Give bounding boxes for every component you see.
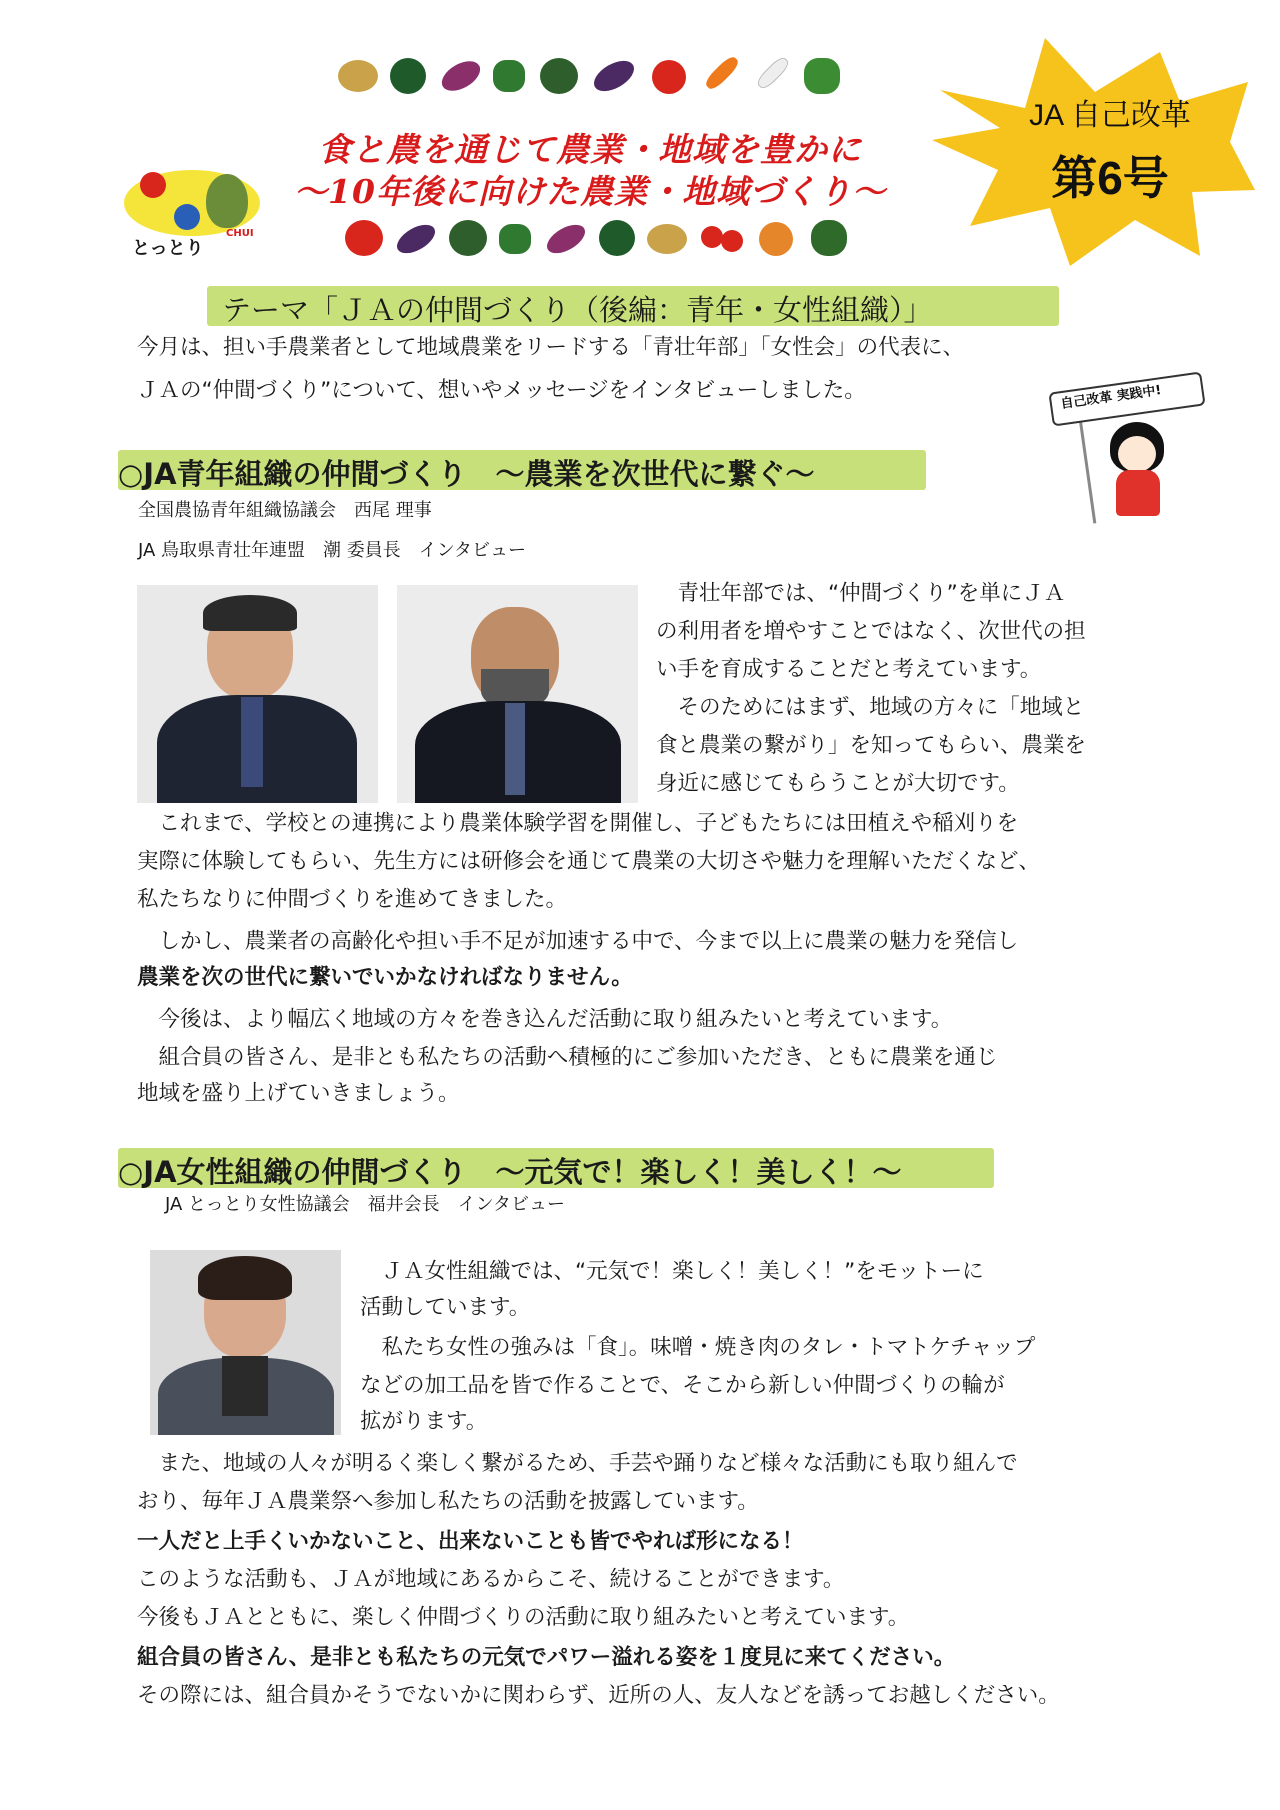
eggplant-icon <box>589 55 639 98</box>
tomato-icon <box>652 60 686 94</box>
youth-side-line-2: の利用者を増やすことではなく、次世代の担 <box>656 619 1086 644</box>
mascot-girl <box>1040 374 1210 524</box>
pepper-icon <box>499 224 531 254</box>
women-side-line-2: 活動しています。 <box>360 1295 531 1320</box>
page-title-line1: 食と農を通じて農業・地域を豊かに <box>318 130 862 169</box>
watermelon-icon <box>390 58 426 94</box>
youth-body-line-6: 今後は、より幅広く地域の方々を巻き込んだ活動に取り組みたいと考えています。 <box>137 1007 953 1032</box>
youth-body-line-1: これまで、学校との連携により農業体験学習を開催し、子どもたちには田植えや稲刈りを <box>137 811 1019 836</box>
women-body-line-1: また、地域の人々が明るく楽しく繋がるため、手芸や踊りなど様々な活動にも取り組んで <box>137 1451 1018 1476</box>
pepper-icon <box>493 60 525 92</box>
youth-body-line-8: 地域を盛り上げていきましょう。 <box>137 1081 460 1106</box>
youth-byline-2: JA 鳥取県青壮年連盟 潮 委員長 インタビュー <box>138 540 527 561</box>
badge-issue-number: 第6号 <box>1051 152 1169 204</box>
youth-body-line-5: 農業を次の世代に繋いでいかなければなりません。 <box>137 965 633 990</box>
badge-label: JA 自己改革 <box>1029 99 1191 132</box>
youth-body-line-4: しかし、農業者の高齢化や担い手不足が加速する中で、今まで以上に農業の魅力を発信し <box>137 929 1019 954</box>
women-body-line-3: 一人だと上手くいかないこと、出来ないことも皆でやれば形になる！ <box>137 1529 804 1554</box>
youth-body-line-2: 実際に体験してもらい、先生方には研修会を通じて農業の大切さや魅力を理解いただくなど、 <box>137 849 1041 874</box>
intro-line-1: 今月は、担い手農業者として地域農業をリードする「青壮年部」「女性会」の代表に、 <box>137 335 965 360</box>
potato-icon <box>338 60 378 92</box>
sweet-potato-icon <box>437 55 485 97</box>
mascot-flag-text: 自己改革 実践中! <box>1059 382 1163 412</box>
women-body-line-4: このような活動も、ＪＡが地域にあるからこそ、続けることができます。 <box>137 1567 845 1592</box>
youth-side-line-1: 青壮年部では、“仲間づくり”を単にＪＡ <box>656 581 1066 606</box>
logo-red-dot-icon <box>140 172 166 198</box>
eggplant-icon <box>392 219 439 259</box>
theme-heading: テーマ「ＪＡの仲間づくり（後編：青年・女性組織）」 <box>222 293 933 327</box>
youth-heading: ○JA青年組織の仲間づくり ～農業を次世代に繋ぐ～ <box>118 457 815 491</box>
women-body-line-7: その際には、組合員かそうでないかに関わらず、近所の人、友人などを誘ってお越しください。 <box>137 1683 1060 1708</box>
women-body-line-2: おり、毎年ＪＡ農業祭へ参加し私たちの活動を披露しています。 <box>137 1489 759 1514</box>
watermelon-icon <box>599 220 635 256</box>
mascot-face <box>1118 436 1156 472</box>
logo-pear-icon <box>206 174 248 228</box>
women-side-line-5: 拡がります。 <box>360 1409 488 1434</box>
photo-nishio-director <box>137 585 378 803</box>
logo-text: とっとり <box>132 238 204 259</box>
youth-body-line-7: 組合員の皆さん、是非とも私たちの活動へ積極的にご参加いただき、ともに農業を通じ <box>137 1045 998 1070</box>
carrot-icon <box>703 54 741 92</box>
page-title-line2: ～10年後に向けた農業・地域づくり～ <box>294 172 886 211</box>
onion-icon <box>759 222 793 256</box>
sweet-potato-icon <box>542 219 589 259</box>
youth-byline-1: 全国農協青年組織協議会 西尾 理事 <box>138 500 432 521</box>
women-side-line-4: などの加工品を皆で作ることで、そこから新しい仲間づくりの輪が <box>360 1373 1005 1398</box>
youth-side-line-4: そのためにはまず、地域の方々に「地域と <box>656 695 1085 720</box>
women-body-line-6: 組合員の皆さん、是非とも私たちの元気でパワー溢れる姿を１度見に来てください。 <box>137 1645 956 1670</box>
women-byline: JA とっとり女性協議会 福井会長 インタビュー <box>165 1194 565 1215</box>
radish-icon <box>755 55 792 92</box>
tomato-icon <box>345 220 383 256</box>
broccoli-icon <box>811 220 847 256</box>
vegetable-row-bottom <box>345 214 865 262</box>
potato-icon <box>647 224 687 254</box>
leafy-green-icon <box>804 58 840 94</box>
women-side-line-3: 私たち女性の強みは「食」。味噌・焼き肉のタレ・トマトケチャップ <box>360 1335 1036 1360</box>
cherry-tomato-icon <box>701 226 723 248</box>
women-body-line-5: 今後もＪＡとともに、楽しく仲間づくりの活動に取り組みたいと考えています。 <box>137 1605 910 1630</box>
vegetable-row-top <box>330 52 870 100</box>
ja-tottori-logo <box>118 160 268 262</box>
photo-fukui-president <box>150 1250 341 1435</box>
women-side-line-1: ＪＡ女性組織では、“元気で！楽しく！美しく！”をモットーに <box>360 1259 984 1284</box>
pumpkin-icon <box>540 58 578 94</box>
intro-line-2: ＪＡの“仲間づくり”について、想いやメッセージをインタビューしました。 <box>137 378 866 403</box>
mascot-dress <box>1116 470 1160 516</box>
logo-subtext: CHUI <box>226 228 254 239</box>
youth-side-line-5: 食と農業の繋がり」を知ってもらい、農業を <box>656 733 1087 758</box>
youth-body-line-3: 私たちなりに仲間づくりを進めてきました。 <box>137 887 568 912</box>
women-heading: ○JA女性組織の仲間づくり ～元気で！楽しく！美しく！～ <box>118 1155 902 1189</box>
logo-blue-dot-icon <box>174 204 200 230</box>
cherry-tomato-icon <box>721 230 743 252</box>
pumpkin-icon <box>449 220 487 256</box>
youth-side-line-3: い手を育成することだと考えています。 <box>656 657 1042 682</box>
youth-side-line-6: 身近に感じてもらうことが大切です。 <box>656 771 1020 796</box>
photo-ushio-chairman <box>397 585 638 803</box>
